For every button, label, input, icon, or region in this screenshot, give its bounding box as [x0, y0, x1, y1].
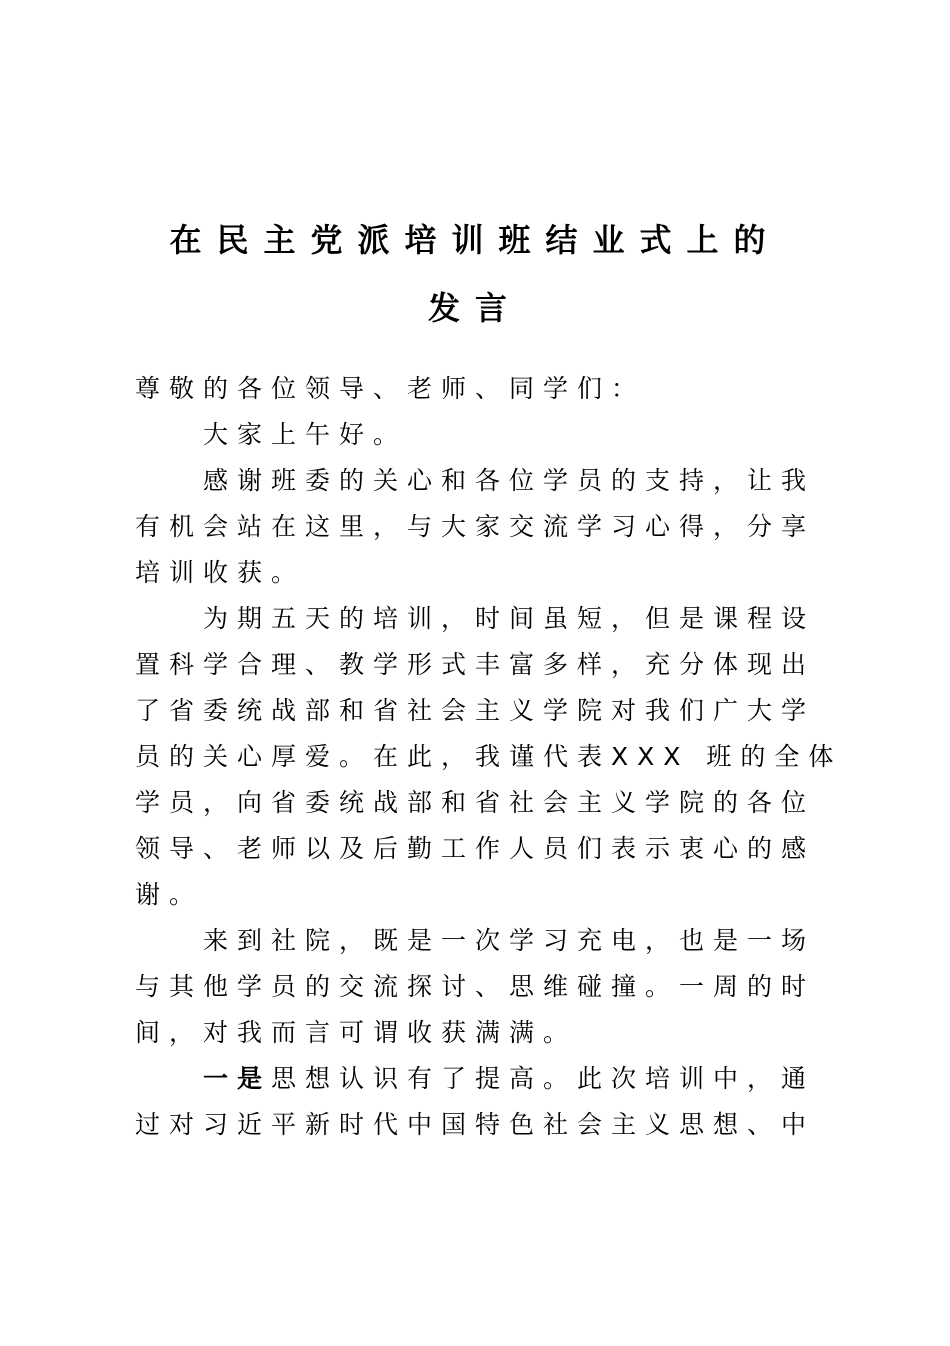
paragraph-2-line-3: 了省委统战部和省社会主义学院对我们广大学 — [135, 696, 816, 725]
paragraph-2-line-1: 为期五天的培训，时间虽短，但是课程设 — [203, 604, 816, 633]
paragraph-1-line-2: 有机会站在这里，与大家交流学习心得，分享 — [135, 512, 816, 541]
greeting: 大家上午好。 — [203, 420, 408, 449]
paragraph-3-line-3: 间，对我而言可谓收获满满。 — [135, 1018, 578, 1047]
document-title-line-2: 发言 — [427, 289, 522, 327]
paragraph-2-line-2: 置科学合理、教学形式丰富多样，充分体现出 — [135, 650, 816, 679]
paragraph-3-line-1: 来到社院，既是一次学习充电，也是一场 — [203, 926, 816, 955]
paragraph-4-lead: 一是 — [203, 1064, 272, 1093]
paragraph-4-line-1 — [135, 1056, 817, 1102]
paragraph-4-line-1-rest: 思想认识有了提高。此次培训中，通 — [271, 1064, 816, 1093]
paragraph-2-line-5: 学员，向省委统战部和省社会主义学院的各位 — [135, 788, 816, 817]
paragraph-1-line-3: 培训收获。 — [135, 558, 306, 587]
paragraph-1-line-1: 感谢班委的关心和各位学员的支持，让我 — [203, 466, 816, 495]
document-body — [135, 366, 843, 1148]
paragraph-4-line-2: 过对习近平新时代中国特色社会主义思想、中 — [135, 1110, 816, 1139]
paragraph-2-line-7: 谢。 — [135, 880, 204, 909]
document-title-line-1: 在民主党派培训班结业式上的 — [169, 221, 781, 259]
paragraph-2-line-4: 员的关心厚爱。在此，我谨代表XXX 班的全体 — [135, 742, 843, 771]
salutation: 尊敬的各位领导、老师、同学们： — [135, 374, 646, 403]
paragraph-2-line-6: 领导、老师以及后勤工作人员们表示衷心的感 — [135, 834, 816, 863]
paragraph-3-line-2: 与其他学员的交流探讨、思维碰撞。一周的时 — [135, 972, 816, 1001]
